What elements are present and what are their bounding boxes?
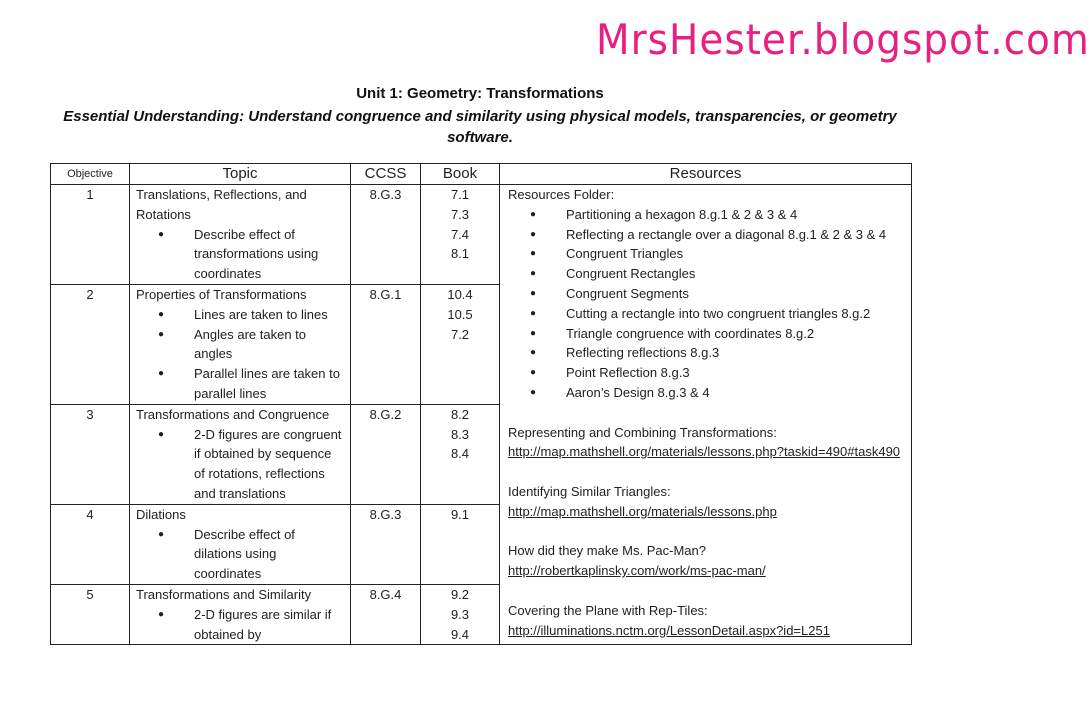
resource-link-row xyxy=(508,621,905,641)
ccss-cell: 8.G.3 xyxy=(351,185,421,285)
topic-bullet xyxy=(158,325,344,365)
header-book: Book xyxy=(421,164,500,185)
resource-item[interactable] xyxy=(530,324,905,344)
book-cell xyxy=(421,185,500,285)
resource-item[interactable] xyxy=(530,205,905,225)
topic-title: Transformations and Similarity xyxy=(136,586,312,602)
book-cell xyxy=(421,504,500,584)
bullet-text: Angles are taken to angles xyxy=(194,326,307,362)
book-section: 8.1 xyxy=(450,246,470,262)
book-section: 8.4 xyxy=(450,446,470,462)
spacer xyxy=(508,403,905,423)
resources-cell xyxy=(500,185,912,645)
topic-bullet xyxy=(158,225,344,284)
header-ccss: CCSS xyxy=(351,164,421,185)
bullet-text: Lines are taken to lines xyxy=(194,306,328,322)
header-objective: Objective xyxy=(51,164,130,185)
topic-cell xyxy=(130,284,351,404)
resource-link-label: Representing and Combining Transformations: xyxy=(508,424,777,440)
bullet-icon: ● xyxy=(158,428,165,440)
bullet-icon: ● xyxy=(530,228,537,240)
topic-bullet xyxy=(158,605,344,645)
topic-bullet xyxy=(158,525,344,584)
book-section: 7.2 xyxy=(450,326,470,342)
resource-item-label: Cutting a rectangle into two congruent triangles 8.g.2 xyxy=(566,305,871,321)
objective-cell: 2 xyxy=(51,284,130,404)
ccss-cell: 8.G.2 xyxy=(351,404,421,504)
resource-link-label: Covering the Plane with Rep-Tiles: xyxy=(508,602,708,618)
objective-cell: 3 xyxy=(51,404,130,504)
bullet-text: Parallel lines are taken to parallel lines xyxy=(194,366,340,401)
resource-item-label: Point Reflection 8.g.3 xyxy=(566,365,690,381)
book-section: 8.2 xyxy=(450,406,470,422)
table-header-row xyxy=(51,164,912,185)
topic-cell xyxy=(130,185,351,285)
spacer xyxy=(508,462,905,482)
resource-item[interactable] xyxy=(530,363,905,383)
resource-item[interactable] xyxy=(530,343,905,363)
bullet-icon: ● xyxy=(530,367,537,379)
ccss-cell: 8.G.3 xyxy=(351,504,421,584)
bullet-icon: ● xyxy=(530,386,537,398)
table-row xyxy=(51,185,912,285)
bullet-icon: ● xyxy=(530,208,537,220)
resources-folder-label: Resources Folder: xyxy=(508,187,615,202)
resource-link[interactable]: http://robertkaplinsky.com/work/ms-pac-man/ xyxy=(508,563,766,579)
book-section: 9.4 xyxy=(450,626,470,642)
resource-item-label: Reflecting reflections 8.g.3 xyxy=(566,345,720,361)
topic-title: Properties of Transformations xyxy=(136,286,307,302)
resource-item-label: Congruent Triangles xyxy=(566,246,684,262)
blog-watermark: MrsHester.blogspot.com xyxy=(596,16,1090,65)
resource-item-label: Aaron’s Design 8.g.3 & 4 xyxy=(566,384,710,400)
topic-bullet xyxy=(158,364,344,404)
ccss-cell: 8.G.1 xyxy=(351,284,421,404)
bullet-icon: ● xyxy=(530,327,537,339)
bullet-icon: ● xyxy=(158,228,165,240)
ccss-cell: 8.G.4 xyxy=(351,584,421,644)
bullet-icon: ● xyxy=(530,287,537,299)
table-body xyxy=(51,185,912,645)
bullet-text: Describe effect of dilations using coordinates xyxy=(194,526,295,582)
essential-understanding: Essential Understanding: Understand congruence and similarity using physical models, transparencies, or geometry software. xyxy=(63,108,897,146)
topic-cell xyxy=(130,404,351,504)
topic-title: Translations, Reflections, and Rotations xyxy=(136,187,307,222)
book-section: 10.5 xyxy=(447,306,473,322)
resource-item-label: Congruent Segments xyxy=(566,285,689,301)
topic-bullet xyxy=(158,305,344,325)
book-section: 9.2 xyxy=(450,586,470,602)
book-section: 8.3 xyxy=(450,426,470,442)
curriculum-table xyxy=(50,163,912,645)
topic-cell xyxy=(130,584,351,644)
bullet-icon: ● xyxy=(530,268,537,280)
objective-cell: 5 xyxy=(51,584,130,644)
resource-item-label: Reflecting a rectangle over a diagonal 8.g.1 & 2 & 3 & 4 xyxy=(566,226,887,242)
bullet-icon: ● xyxy=(530,248,537,260)
bullet-text: 2-D figures are congruent if obtained by sequence of rotations, reflections and translations xyxy=(194,426,342,501)
resource-item[interactable] xyxy=(530,383,905,403)
book-section: 10.4 xyxy=(447,286,473,302)
topic-title: Transformations and Congruence xyxy=(136,406,330,422)
resource-link[interactable]: http://map.mathshell.org/materials/lessons.php?taskid=490#task490 xyxy=(508,444,901,460)
objective-cell: 4 xyxy=(51,504,130,584)
resource-item[interactable] xyxy=(530,284,905,304)
objective-cell: 1 xyxy=(51,185,130,285)
resource-link-row xyxy=(508,561,905,581)
book-cell xyxy=(421,584,500,644)
unit-title: Unit 1: Geometry: Transformations xyxy=(356,85,604,102)
header-topic: Topic xyxy=(130,164,351,185)
resource-item-label: Congruent Rectangles xyxy=(566,266,696,282)
resource-link[interactable]: http://illuminations.nctm.org/LessonDetail.aspx?id=L251 xyxy=(508,622,830,638)
book-section: 9.1 xyxy=(450,506,470,522)
resource-item-label: Triangle congruence with coordinates 8.g.2 xyxy=(566,325,815,341)
spacer xyxy=(508,581,905,601)
resource-item[interactable] xyxy=(530,225,905,245)
bullet-icon: ● xyxy=(530,307,537,319)
bullet-icon: ● xyxy=(530,347,537,359)
bullet-icon: ● xyxy=(158,328,165,340)
book-section: 9.3 xyxy=(450,606,470,622)
resource-item[interactable] xyxy=(530,244,905,264)
bullet-text: Describe effect of transformations using coordinates xyxy=(194,226,319,282)
bullet-text: 2-D figures are similar if obtained by xyxy=(194,606,332,642)
resource-link-label: Identifying Similar Triangles: xyxy=(508,483,671,499)
resource-item[interactable] xyxy=(530,264,905,284)
bullet-icon: ● xyxy=(158,608,165,620)
book-section: 7.4 xyxy=(450,226,470,242)
resource-link-row xyxy=(508,502,905,522)
resource-link-label: How did they make Ms. Pac-Man? xyxy=(508,543,706,559)
bullet-icon: ● xyxy=(158,528,165,540)
bullet-icon: ● xyxy=(158,368,165,380)
book-section: 7.1 xyxy=(450,187,470,202)
topic-title: Dilations xyxy=(136,506,186,522)
resource-link[interactable]: http://map.mathshell.org/materials/lessons.php xyxy=(508,503,777,519)
header-resources: Resources xyxy=(500,164,912,185)
book-cell xyxy=(421,284,500,404)
resource-item[interactable] xyxy=(530,304,905,324)
resource-link-row xyxy=(508,442,905,462)
resource-item-label: Partitioning a hexagon 8.g.1 & 2 & 3 & 4 xyxy=(566,206,798,222)
book-cell xyxy=(421,404,500,504)
spacer xyxy=(508,522,905,542)
topic-cell xyxy=(130,504,351,584)
bullet-icon: ● xyxy=(158,308,165,320)
topic-bullet xyxy=(158,425,344,504)
book-section: 7.3 xyxy=(450,206,470,222)
